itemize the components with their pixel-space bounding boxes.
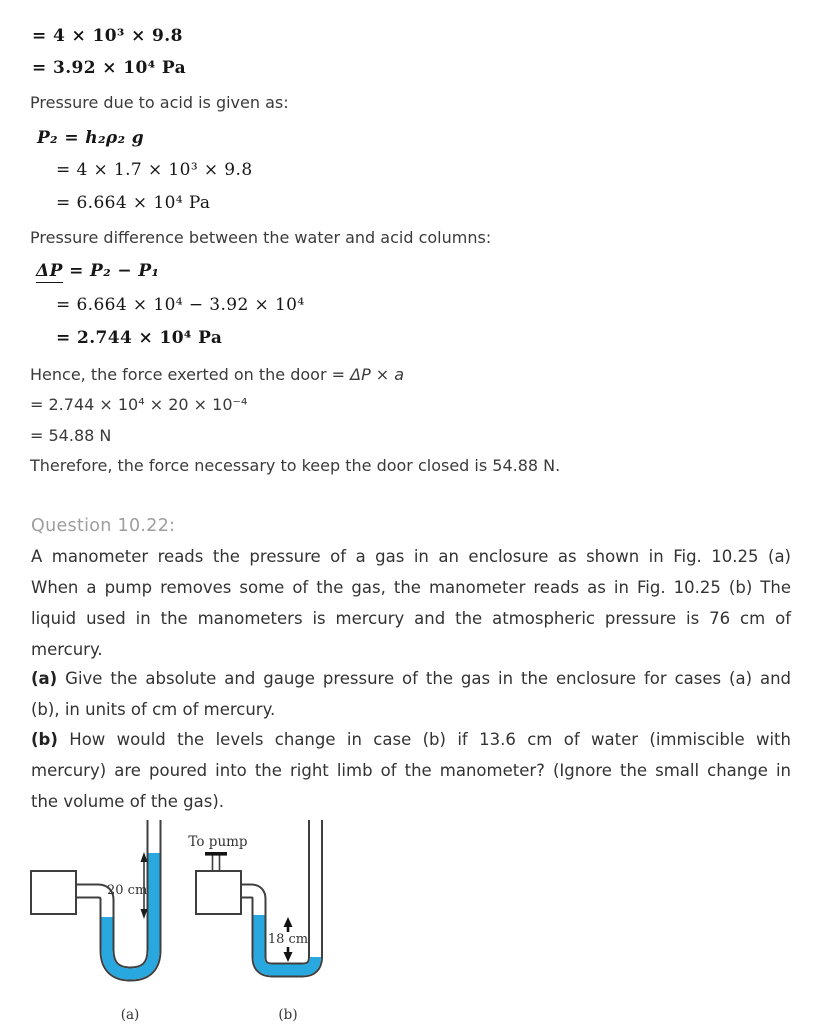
equation-diff-2: = 6.664 × 10⁴ − 3.92 × 10⁴ <box>56 295 305 315</box>
equation-acid-3: = 6.664 × 10⁴ Pa <box>56 193 211 213</box>
equation-acid-1: P₂ = h₂ρ₂ g <box>37 128 145 148</box>
question-paragraph <box>31 541 791 665</box>
pressure-diff-intro-text: Pressure difference between the water and acid columns: <box>30 228 492 247</box>
question-part-a <box>31 663 791 725</box>
arrowhead-down-icon <box>141 909 148 919</box>
question-line: When a pump removes some of the gas, the manometer reads as in Fig. 10.25 (b) The <box>31 578 791 597</box>
arrowhead-down-icon <box>284 952 293 962</box>
force-calc-2: = 54.88 N <box>30 426 112 445</box>
equation-water-2: = 3.92 × 10⁴ Pa <box>32 58 187 78</box>
question-line: A manometer reads the pressure of a gas in an enclosure as shown in Fig. 10.25 (a) <box>31 547 791 566</box>
equation-water-1: = 4 × 10³ × 9.8 <box>32 26 183 46</box>
part-a-line <box>31 663 791 694</box>
pump-connector-icon <box>205 852 227 856</box>
part-a-label: (a) <box>31 669 58 688</box>
delta-p-term: ΔP <box>36 261 63 281</box>
part-b-line: mercury) are poured into the right limb of the manometer? (Ignore the small change in <box>31 761 791 780</box>
question-heading: Question 10.22: <box>31 516 176 536</box>
gas-enclosure-b <box>196 871 241 914</box>
force-statement <box>30 365 404 384</box>
force-statement-text: Hence, the force exerted on the door = <box>30 365 351 384</box>
part-b-label: (b) <box>31 730 58 749</box>
arrowhead-up-icon <box>284 917 293 927</box>
equation-acid-2: = 4 × 1.7 × 10³ × 9.8 <box>56 160 253 180</box>
manometer-figure-svg <box>18 815 358 1027</box>
manometer-a-diagram <box>31 820 154 1023</box>
question-part-b <box>31 724 791 817</box>
arrowhead-up-icon <box>141 852 148 862</box>
force-statement-math: ΔP × a <box>350 365 405 384</box>
diff-rhs: = P₂ − P₁ <box>62 261 160 281</box>
figure-caption-b: (b) <box>278 1007 298 1023</box>
equation-diff-1 <box>36 261 159 281</box>
force-calc-1: = 2.744 × 10⁴ × 20 × 10⁻⁴ <box>30 395 248 414</box>
figure-10-25 <box>18 815 358 1027</box>
part-a-line: (b), in units of cm of mercury. <box>31 700 276 719</box>
part-b-line <box>31 724 791 755</box>
equation-diff-3: = 2.744 × 10⁴ Pa <box>56 328 223 348</box>
part-b-text: How would the levels change in case (b) if 13.6 cm of water (immiscible with <box>69 730 791 749</box>
acid-intro-text: Pressure due to acid is given as: <box>30 93 289 112</box>
height-label-b: 18 cm <box>267 932 309 947</box>
conclusion-text: Therefore, the force necessary to keep the door closed is 54.88 N. <box>30 456 561 475</box>
manometer-b-diagram <box>188 820 315 1023</box>
question-line: mercury. <box>31 640 103 659</box>
question-line: liquid used in the manometers is mercury and the atmospheric pressure is 76 cm of <box>31 609 791 628</box>
figure-caption-a: (a) <box>120 1007 140 1023</box>
to-pump-label: To pump <box>188 834 248 850</box>
height-label-a: 20 cm <box>107 883 148 898</box>
gas-enclosure-a <box>31 871 76 914</box>
part-a-text: Give the absolute and gauge pressure of the gas in the enclosure for cases (a) and <box>65 669 791 688</box>
part-b-line: the volume of the gas). <box>31 792 225 811</box>
